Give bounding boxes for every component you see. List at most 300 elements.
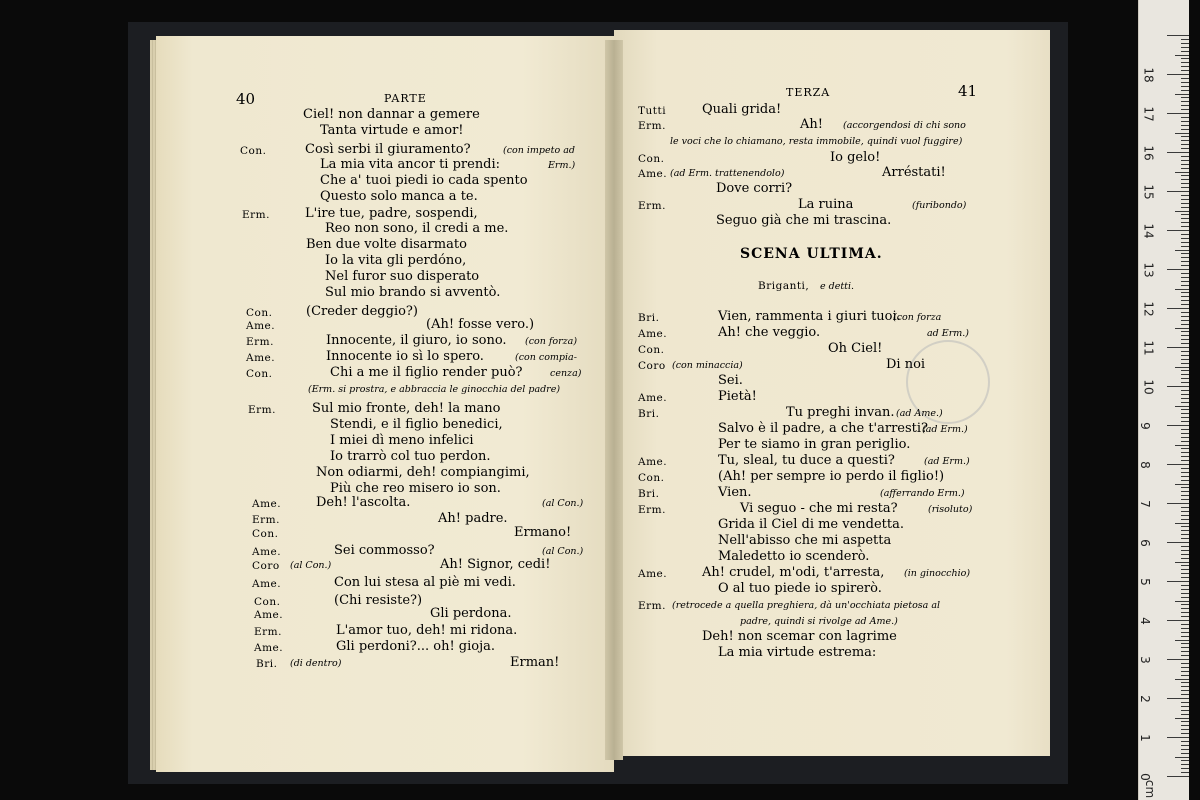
right-verse-line: La mia virtude estrema: — [718, 645, 877, 660]
ruler-tick — [1181, 261, 1189, 262]
ruler-number: 17 — [1141, 106, 1156, 122]
ruler-tick — [1181, 768, 1189, 769]
left-verse-line: Sul mio brando si avventò. — [325, 285, 501, 300]
ruler-tick — [1181, 97, 1189, 98]
ruler-tick — [1181, 374, 1189, 375]
ruler-number: 10 — [1141, 379, 1156, 395]
left-page-number: 40 — [236, 90, 256, 108]
right-verse-line: Maledetto io scenderò. — [718, 549, 870, 564]
ruler-tick — [1181, 82, 1189, 83]
left-speaker: Con. — [240, 145, 267, 157]
right-speaker: Con. — [638, 472, 665, 484]
left-verse-line: Gli perdona. — [430, 606, 512, 621]
ruler-tick — [1181, 725, 1189, 726]
left-speaker: Bri. — [256, 658, 278, 670]
ruler-tick — [1175, 133, 1189, 134]
ruler-tick — [1167, 698, 1189, 699]
right-verse-line: Vien, rammenta i giuri tuoi. — [718, 309, 901, 324]
ruler-tick — [1167, 113, 1189, 114]
right-speaker: Bri. — [638, 488, 660, 500]
ruler-tick — [1181, 43, 1189, 44]
ruler-tick — [1181, 199, 1189, 200]
right-speaker: Erm. — [638, 120, 666, 132]
ruler-tick — [1181, 671, 1189, 672]
ruler-tick — [1181, 382, 1189, 383]
ruler-tick — [1181, 448, 1189, 449]
right-stage-direction: (retrocede a quella preghiera, dà un'occhiata pietosa al — [672, 600, 941, 611]
left-speaker: Con. — [252, 528, 279, 540]
ruler-tick — [1181, 636, 1189, 637]
right-verse-line: Ah! crudel, m'odi, t'arresta, — [702, 565, 885, 580]
ruler-tick — [1181, 238, 1189, 239]
ruler-number: 7 — [1137, 500, 1152, 508]
book-gutter — [605, 40, 623, 760]
ruler-tick — [1181, 452, 1189, 453]
left-verse-line: Gli perdoni?... oh! gioja. — [336, 639, 496, 654]
ruler-tick — [1181, 519, 1189, 520]
ruler-tick — [1181, 441, 1189, 442]
ruler-tick — [1167, 152, 1189, 153]
right-stage-direction: le voci che lo chiamano, resta immobile, quindi vuol fuggire) — [670, 136, 963, 147]
left-verse-line: Nel furor suo disperato — [325, 269, 480, 284]
ruler-tick — [1181, 647, 1189, 648]
ruler-tick — [1167, 308, 1189, 309]
right-speaker: Ame. — [638, 456, 668, 468]
ruler-tick — [1175, 640, 1189, 641]
right-stage-direction: (afferrando Erm.) — [880, 488, 965, 499]
ruler-tick — [1181, 86, 1189, 87]
right-verse-line: Vien. — [718, 485, 752, 500]
left-verse-line: Innocente io sì lo spero. — [326, 349, 484, 364]
ruler-tick — [1181, 760, 1189, 761]
ruler-tick — [1181, 526, 1189, 527]
ruler-tick — [1181, 682, 1189, 683]
ruler-tick — [1175, 250, 1189, 251]
right-speaker: Con. — [638, 153, 665, 165]
ruler-tick — [1181, 265, 1189, 266]
ruler-tick — [1181, 577, 1189, 578]
right-stage-direction: (risoluto) — [928, 504, 973, 515]
ruler-tick — [1181, 515, 1189, 516]
right-speaker: Con. — [638, 344, 665, 356]
ruler-tick — [1181, 667, 1189, 668]
ruler-tick — [1181, 331, 1189, 332]
left-speaker: Erm. — [242, 209, 270, 221]
ruler-tick — [1181, 281, 1189, 282]
ruler-number: 15 — [1141, 184, 1156, 200]
ruler-tick — [1181, 764, 1189, 765]
left-verse-line: Deh! l'ascolta. — [316, 495, 411, 510]
left-speaker: Erm. — [248, 404, 276, 416]
ruler-tick — [1181, 694, 1189, 695]
ruler-tick — [1181, 402, 1189, 403]
ruler-tick — [1181, 370, 1189, 371]
ruler-tick — [1175, 484, 1189, 485]
ruler-tick — [1181, 339, 1189, 340]
ruler-tick — [1181, 417, 1189, 418]
ruler-tick — [1181, 460, 1189, 461]
ruler-tick — [1181, 218, 1189, 219]
ruler-tick — [1181, 721, 1189, 722]
left-verse-line: Erman! — [510, 655, 560, 670]
ruler-tick — [1175, 94, 1189, 95]
ruler-tick — [1181, 585, 1189, 586]
ruler-tick — [1181, 304, 1189, 305]
ruler-tick — [1181, 207, 1189, 208]
ruler-tick — [1175, 718, 1189, 719]
ruler-tick — [1175, 289, 1189, 290]
ruler-tick — [1181, 285, 1189, 286]
ruler-tick — [1181, 378, 1189, 379]
ruler-tick — [1181, 335, 1189, 336]
right-speaker: Tutti — [638, 105, 667, 117]
ruler-number: 9 — [1137, 422, 1152, 430]
left-stage-direction: (al Con.) — [290, 560, 332, 571]
ruler-tick — [1167, 581, 1189, 582]
ruler-tick — [1181, 550, 1189, 551]
ruler-tick — [1181, 160, 1189, 161]
right-verse-line: Ah! — [800, 117, 823, 132]
ruler-number: 8 — [1137, 461, 1152, 469]
left-speaker: Con. — [254, 596, 281, 608]
left-verse-line: Ah! padre. — [438, 511, 508, 526]
ruler-tick — [1181, 468, 1189, 469]
ruler-tick — [1167, 74, 1189, 75]
ruler-tick — [1181, 632, 1189, 633]
left-verse-line: L'amor tuo, deh! mi ridona. — [336, 623, 518, 638]
ruler-tick — [1181, 480, 1189, 481]
ruler-tick — [1181, 70, 1189, 71]
right-verse-line: Quali grida! — [702, 102, 782, 117]
scene-subtitle: Briganti, — [758, 280, 810, 292]
right-speaker: Erm. — [638, 200, 666, 212]
ruler-tick — [1181, 413, 1189, 414]
ruler-tick — [1181, 706, 1189, 707]
ruler-tick — [1175, 328, 1189, 329]
right-speaker: Ame. — [638, 568, 668, 580]
ruler-tick — [1181, 351, 1189, 352]
ruler-number: 1 — [1137, 734, 1152, 742]
right-verse-line: Nell'abisso che mi aspetta — [718, 533, 892, 548]
ruler-tick — [1181, 144, 1189, 145]
right-speaker: Bri. — [638, 408, 660, 420]
left-speaker: Ame. — [254, 609, 284, 621]
left-verse-line: Con lui stesa al piè mi vedi. — [334, 575, 516, 590]
left-verse-line: Non odiarmi, deh! compiangimi, — [316, 465, 530, 480]
ruler-tick — [1181, 51, 1189, 52]
ruler-tick — [1167, 269, 1189, 270]
right-speaker: Bri. — [638, 312, 660, 324]
right-speaker: Erm. — [638, 504, 666, 516]
left-speaker: Erm. — [246, 336, 274, 348]
ruler-tick — [1181, 593, 1189, 594]
ruler-tick — [1181, 651, 1189, 652]
right-stage-direction: (con forza — [893, 312, 942, 323]
left-stage-direction: (al Con.) — [542, 546, 584, 557]
ruler-tick — [1181, 499, 1189, 500]
ruler-number: 2 — [1137, 695, 1152, 703]
left-stage-direction: (con forza) — [525, 336, 578, 347]
ruler-tick — [1181, 257, 1189, 258]
ruler-tick — [1167, 464, 1189, 465]
right-stage-direction: (accorgendosi di chi sono — [843, 120, 966, 131]
ruler-tick — [1181, 168, 1189, 169]
left-speaker: Ame. — [246, 320, 276, 332]
left-stage-direction: (di dentro) — [290, 658, 342, 669]
right-stage-direction: (furibondo) — [912, 200, 967, 211]
left-verse-line: Ciel! non dannar a gemere — [303, 107, 480, 122]
ruler-tick — [1181, 246, 1189, 247]
ruler-tick — [1181, 624, 1189, 625]
left-speaker: Ame. — [252, 578, 282, 590]
ruler-tick — [1181, 156, 1189, 157]
right-stage-direction: ad Erm.) — [927, 328, 969, 339]
ruler-tick — [1181, 273, 1189, 274]
ruler-tick — [1181, 753, 1189, 754]
ruler-number: 12 — [1141, 301, 1156, 317]
left-speaker: Ame. — [254, 642, 284, 654]
right-speaker: Ame. — [638, 328, 668, 340]
ruler-tick — [1181, 741, 1189, 742]
left-verse-line: Sei commosso? — [334, 543, 435, 558]
ruler-tick — [1181, 429, 1189, 430]
ruler-tick — [1181, 597, 1189, 598]
left-speaker: Con. — [246, 307, 273, 319]
left-speaker: Con. — [246, 368, 273, 380]
right-speaker: Erm. — [638, 600, 666, 612]
right-verse-line: Grida il Ciel di me vendetta. — [718, 517, 905, 532]
ruler-tick — [1181, 187, 1189, 188]
ruler-tick — [1181, 129, 1189, 130]
ruler-tick — [1167, 503, 1189, 504]
left-verse-line: Reo non sono, il credi a me. — [325, 221, 509, 236]
ruler-tick — [1175, 601, 1189, 602]
left-speaker: Erm. — [252, 514, 280, 526]
ruler-tick — [1181, 507, 1189, 508]
ruler-tick — [1175, 523, 1189, 524]
right-speaker: Ame. — [638, 392, 668, 404]
ruler-tick — [1181, 355, 1189, 356]
right-verse-line: Deh! non scemar con lagrime — [702, 629, 897, 644]
left-verse-line: Io trarrò col tuo perdon. — [330, 449, 491, 464]
ruler-tick — [1181, 62, 1189, 63]
right-verse-line: Tu preghi invan. — [786, 405, 895, 420]
ruler-tick — [1181, 117, 1189, 118]
left-verse-line: Ah! Signor, cedi! — [440, 557, 551, 572]
ruler-number: 18 — [1141, 67, 1156, 83]
measuring-ruler — [1138, 0, 1189, 800]
right-verse-line: Sei. — [718, 373, 743, 388]
ruler-number: 14 — [1141, 223, 1156, 239]
ruler-tick — [1181, 558, 1189, 559]
ruler-tick — [1175, 679, 1189, 680]
ruler-number: 4 — [1137, 617, 1152, 625]
ruler-number: 3 — [1137, 656, 1152, 664]
ruler-number: 0 — [1137, 773, 1152, 781]
scene-title: SCENA ULTIMA. — [740, 246, 883, 262]
ruler-tick — [1181, 573, 1189, 574]
ruler-tick — [1167, 230, 1189, 231]
ruler-tick — [1181, 101, 1189, 102]
left-verse-line: L'ire tue, padre, sospendi, — [305, 206, 478, 221]
ruler-tick — [1181, 47, 1189, 48]
ruler-tick — [1181, 222, 1189, 223]
ruler-tick — [1181, 729, 1189, 730]
left-speaker: Ame. — [252, 498, 282, 510]
ruler-tick — [1167, 386, 1189, 387]
ruler-tick — [1181, 534, 1189, 535]
left-stage-direction: cenza) — [550, 368, 582, 379]
ruler-tick — [1167, 776, 1189, 777]
left-speaker: Ame. — [246, 352, 276, 364]
right-verse-line: (Ah! per sempre io perdo il figlio!) — [718, 469, 945, 484]
ruler-tick — [1175, 172, 1189, 173]
ruler-tick — [1175, 757, 1189, 758]
left-verse-line: Più che reo misero io son. — [330, 481, 501, 496]
ruler-tick — [1181, 316, 1189, 317]
right-verse-line: La ruina — [798, 197, 854, 212]
ruler-number: 11 — [1141, 340, 1156, 356]
ruler-tick — [1167, 35, 1189, 36]
left-verse-line: Stendi, e il figlio benedici, — [330, 417, 503, 432]
ruler-tick — [1181, 421, 1189, 422]
ruler-tick — [1181, 663, 1189, 664]
ruler-tick — [1181, 772, 1189, 773]
left-verse-line: Io la vita gli perdóno, — [325, 253, 467, 268]
left-verse-line: Innocente, il giuro, io sono. — [326, 333, 507, 348]
left-stage-direction: (con impeto ad — [503, 145, 575, 156]
ruler-tick — [1167, 659, 1189, 660]
ruler-tick — [1181, 66, 1189, 67]
ruler-tick — [1167, 542, 1189, 543]
ruler-tick — [1181, 433, 1189, 434]
ruler-tick — [1181, 554, 1189, 555]
ruler-tick — [1181, 409, 1189, 410]
ruler-tick — [1181, 58, 1189, 59]
ruler-tick — [1181, 437, 1189, 438]
right-verse-line: Oh Ciel! — [828, 341, 883, 356]
left-verse-line: Così serbi il giuramento? — [305, 142, 471, 157]
ruler-tick — [1175, 55, 1189, 56]
ruler-tick — [1181, 702, 1189, 703]
right-verse-line: Vi seguo - che mi resta? — [740, 501, 898, 516]
ruler-tick — [1181, 148, 1189, 149]
ruler-tick — [1181, 175, 1189, 176]
ruler-tick — [1181, 530, 1189, 531]
right-verse-line: Di noi — [886, 357, 926, 372]
right-stage-direction: (ad Erm.) — [922, 424, 968, 435]
ruler-tick — [1181, 109, 1189, 110]
ruler-tick — [1175, 367, 1189, 368]
right-page-number: 41 — [958, 82, 978, 100]
ruler-tick — [1181, 203, 1189, 204]
ruler-tick — [1181, 476, 1189, 477]
right-speaker: Ame. — [638, 168, 668, 180]
left-verse-line: (Ah! fosse vero.) — [426, 317, 535, 332]
ruler-tick — [1181, 121, 1189, 122]
ruler-tick — [1167, 425, 1189, 426]
ruler-tick — [1181, 690, 1189, 691]
ruler-number: 13 — [1141, 262, 1156, 278]
ruler-unit-label: cm — [1143, 779, 1158, 799]
left-verse-line: (Creder deggio?) — [306, 304, 418, 319]
ruler-tick — [1181, 183, 1189, 184]
ruler-tick — [1181, 140, 1189, 141]
left-verse-line: Che a' tuoi piedi io cada spento — [320, 173, 528, 188]
ruler-number: 16 — [1141, 145, 1156, 161]
ruler-tick — [1181, 546, 1189, 547]
left-verse-line: Chi a me il figlio render può? — [330, 365, 523, 380]
ruler-tick — [1167, 347, 1189, 348]
ruler-tick — [1181, 296, 1189, 297]
ruler-tick — [1181, 125, 1189, 126]
ruler-tick — [1181, 214, 1189, 215]
right-verse-line: O al tuo piede io spirerò. — [718, 581, 882, 596]
ruler-tick — [1181, 394, 1189, 395]
ruler-tick — [1181, 675, 1189, 676]
scene-subtitle-note: e detti. — [820, 281, 855, 292]
ruler-tick — [1181, 242, 1189, 243]
ruler-tick — [1181, 320, 1189, 321]
left-stage-direction: (con compia- — [515, 352, 577, 363]
ruler-tick — [1181, 363, 1189, 364]
ruler-tick — [1181, 733, 1189, 734]
right-verse-line: Per te siamo in gran periglio. — [718, 437, 911, 452]
ruler-tick — [1181, 343, 1189, 344]
left-speaker: Ame. — [252, 546, 282, 558]
right-stage-direction: (in ginocchio) — [904, 568, 971, 579]
left-verse-line: Sul mio fronte, deh! la mano — [312, 401, 501, 416]
right-verse-line: Tu, sleal, tu duce a questi? — [718, 453, 895, 468]
ruler-tick — [1181, 608, 1189, 609]
ruler-tick — [1181, 277, 1189, 278]
ruler-tick — [1167, 737, 1189, 738]
ruler-tick — [1181, 472, 1189, 473]
ruler-tick — [1181, 398, 1189, 399]
ruler-tick — [1181, 78, 1189, 79]
left-verse-line: Ben due volte disarmato — [306, 237, 467, 252]
ruler-tick — [1181, 511, 1189, 512]
ruler-tick — [1181, 643, 1189, 644]
ruler-tick — [1181, 710, 1189, 711]
ruler-tick — [1175, 406, 1189, 407]
left-speaker: Erm. — [254, 626, 282, 638]
right-verse-line: Ah! che veggio. — [718, 325, 821, 340]
right-stage-direction: (ad Erm.) — [924, 456, 970, 467]
ruler-tick — [1181, 136, 1189, 137]
ruler-tick — [1175, 445, 1189, 446]
ruler-tick — [1181, 105, 1189, 106]
ruler-tick — [1181, 745, 1189, 746]
right-verse-line: Salvo è il padre, a che t'arresti? — [718, 421, 929, 436]
ruler-tick — [1181, 324, 1189, 325]
right-stage-direction: (ad Erm. trattenendolo) — [670, 168, 785, 179]
ruler-tick — [1181, 300, 1189, 301]
ruler-tick — [1181, 686, 1189, 687]
right-verse-line: Pietà! — [718, 389, 757, 404]
ruler-tick — [1167, 620, 1189, 621]
ruler-tick — [1181, 604, 1189, 605]
ruler-tick — [1181, 292, 1189, 293]
ruler-tick — [1181, 628, 1189, 629]
ruler-tick — [1181, 234, 1189, 235]
left-verse-line: Tanta virtude e amor! — [320, 123, 464, 138]
left-verse-line: I miei dì meno infelici — [330, 433, 474, 448]
ruler-tick — [1181, 487, 1189, 488]
left-stage-direction: (Erm. si prostra, e abbraccia le ginocchia del padre) — [308, 384, 561, 395]
right-speaker: Coro — [638, 360, 666, 372]
left-verse-line: La mia vita ancor ti prendi: — [320, 157, 501, 172]
